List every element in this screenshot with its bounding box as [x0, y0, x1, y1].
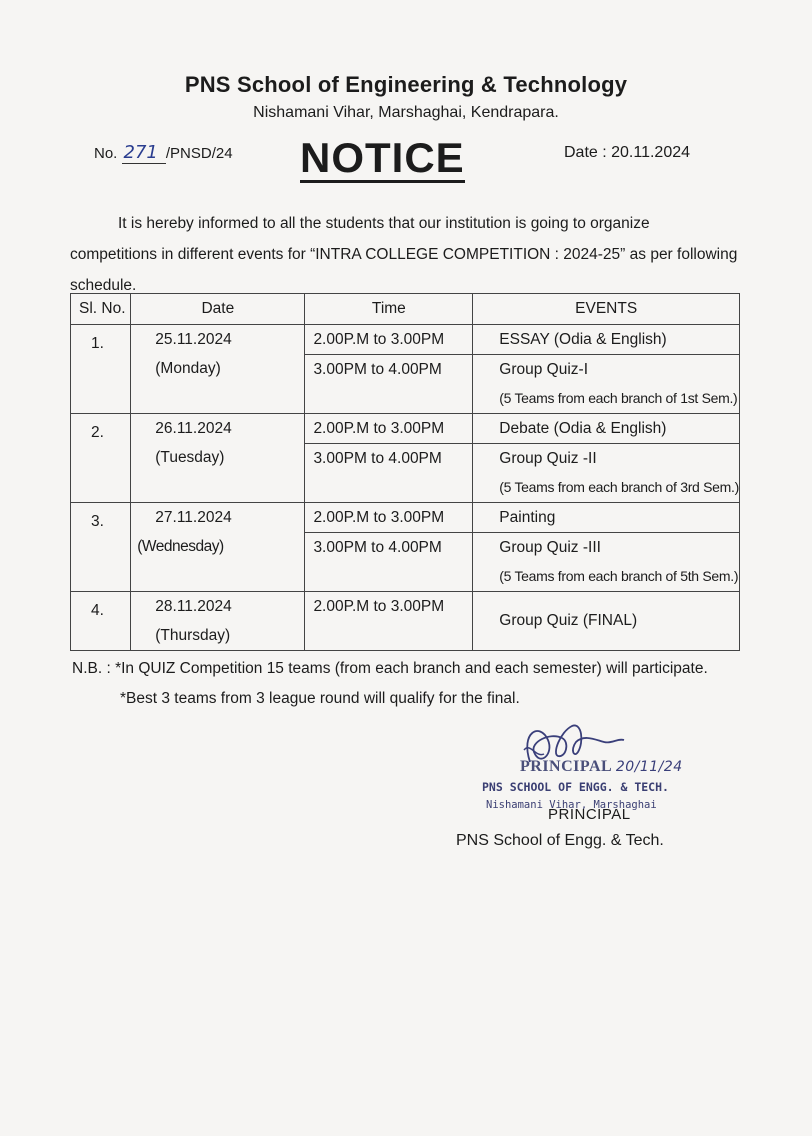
row-date-value: 28.11.2024 [155, 598, 232, 615]
note-prefix: N.B. : [72, 660, 111, 677]
reference-suffix: /PNSD/24 [165, 145, 233, 162]
note-text-1: *In QUIZ Competition 15 teams (from each branch and each semester) will participate. [115, 660, 708, 677]
row-events [473, 414, 740, 503]
row-time-1: 2.00P.M to 3.00PM [305, 325, 472, 355]
row-event-note: (5 Teams from each branch of 3rd Sem.) [499, 479, 739, 495]
row-time-1: 2.00P.M to 3.00PM [305, 414, 472, 444]
header-sl-no: Sl. No. [71, 294, 131, 325]
row-date [131, 325, 305, 414]
row-sl: 1. [71, 325, 131, 414]
notice-date: Date : 20.11.2024 [564, 144, 691, 161]
header-events: EVENTS [473, 294, 740, 325]
table-row [71, 503, 740, 592]
header-time: Time [305, 294, 473, 325]
stamp-line-1: PNS SCHOOL OF ENGG. & TECH. [482, 780, 669, 794]
row-sl: 3. [71, 503, 131, 592]
row-event-2: Group Quiz -III [499, 539, 601, 556]
schedule-table [70, 293, 740, 651]
table-row [71, 414, 740, 503]
row-times [305, 592, 473, 651]
row-event-1: Group Quiz (FINAL) [473, 592, 740, 651]
stamp-handwritten-date: 20/11/24 [615, 759, 683, 775]
row-event-note: (5 Teams from each branch of 5th Sem.) [499, 568, 739, 584]
row-date-value: 25.11.2024 [155, 331, 232, 348]
table-row [71, 592, 740, 651]
notice-body: It is hereby informed to all the students that our institution is going to organize competitions in different events for “INTRA COLLEGE COMPETITION : 2024-25” as per following schedule. [70, 215, 738, 294]
notice-title: NOTICE [300, 134, 465, 181]
row-times [305, 414, 473, 503]
row-date-value: 26.11.2024 [155, 420, 232, 437]
principal-label: PRINCIPAL [548, 806, 631, 823]
stamp-title-text: PRINCIPAL [520, 758, 612, 775]
note-line-1 [72, 654, 752, 684]
row-day: (Thursday) [155, 627, 231, 644]
row-time-2: 3.00PM to 4.00PM [313, 361, 442, 378]
row-date-value: 27.11.2024 [155, 509, 232, 526]
table-header-row [71, 294, 740, 325]
row-date [131, 503, 305, 592]
institution-name: PNS School of Engineering & Technology [184, 72, 628, 97]
header-date: Date [131, 294, 305, 325]
row-time-2: 3.00PM to 4.00PM [313, 450, 442, 467]
row-date [131, 414, 305, 503]
school-signature-name: PNS School of Engg. & Tech. [456, 832, 664, 849]
stamp-title [520, 758, 683, 776]
stamp-line-2: Nishamani Vihar, Marshaghai [486, 799, 657, 811]
row-sl: 2. [71, 414, 131, 503]
row-time-2: 3.00PM to 4.00PM [313, 539, 442, 556]
row-time-1: 2.00P.M to 3.00PM [305, 503, 472, 533]
reference-handwritten-number: 271 [122, 142, 166, 164]
row-event-1: Debate (Odia & English) [473, 414, 739, 444]
institution-address: Nishamani Vihar, Marshaghai, Kendrapara. [253, 104, 559, 121]
row-date [131, 592, 305, 651]
row-day: (Tuesday) [155, 449, 225, 466]
notes-block [72, 654, 752, 714]
table-row [71, 325, 740, 414]
row-day: (Wednesday) [137, 538, 224, 555]
row-event-2: Group Quiz -II [499, 450, 597, 467]
row-event-1: ESSAY (Odia & English) [473, 325, 739, 355]
row-times [305, 325, 473, 414]
row-time-1: 2.00P.M to 3.00PM [313, 598, 445, 615]
row-sl: 4. [71, 592, 131, 651]
row-times [305, 503, 473, 592]
note-text-2: *Best 3 teams from 3 league round will qualify for the final. [120, 690, 520, 707]
row-event-1: Painting [473, 503, 739, 533]
row-day: (Monday) [155, 360, 221, 377]
row-events [473, 503, 740, 592]
note-line-2 [72, 684, 752, 714]
reference-prefix: No. [94, 145, 118, 162]
row-event-2: Group Quiz-I [499, 361, 589, 378]
reference-number [94, 142, 233, 163]
row-event-note: (5 Teams from each branch of 1st Sem.) [499, 390, 738, 406]
row-events [473, 325, 740, 414]
